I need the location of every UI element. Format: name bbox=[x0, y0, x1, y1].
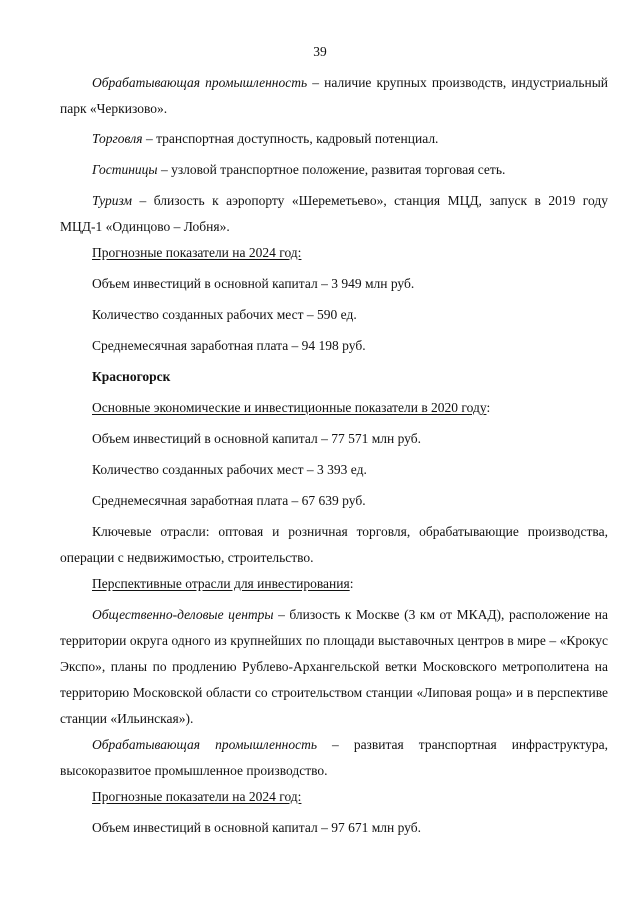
paragraph-text: – близость к аэропорту «Шереметьево», станция МЦД, запуск в 2019 году МЦД-1 «Одинцово – Лобня». bbox=[60, 193, 608, 234]
forecast-2-investments: Объем инвестиций в основной капитал – 97 671 млн руб. bbox=[92, 820, 421, 835]
indicators-heading bbox=[60, 395, 608, 421]
term-manufacturing: Обрабатывающая промышленность bbox=[92, 737, 318, 752]
paragraph-hotels bbox=[60, 157, 608, 183]
city-title: Красногорск bbox=[92, 369, 171, 384]
paragraph-trade bbox=[60, 126, 608, 152]
paragraph-text: – развитая транспортная инфраструктура, высокоразвитое промышленное производство. bbox=[60, 737, 608, 778]
indicators-investments: Объем инвестиций в основной капитал – 77 571 млн руб. bbox=[92, 431, 421, 446]
paragraph-key-sectors: Ключевые отрасли: оптовая и розничная торговля, обрабатывающие производства, операции с недвижимостью, строительство. bbox=[60, 524, 608, 565]
indicators-heading-colon: : bbox=[486, 400, 491, 415]
perspective-heading-colon: : bbox=[349, 576, 354, 591]
paragraph-manufacturing-2 bbox=[60, 732, 608, 784]
perspective-heading-text: Перспективные отрасли для инвестирования bbox=[92, 576, 350, 591]
forecast-investments: Объем инвестиций в основной капитал – 3 949 млн руб. bbox=[92, 276, 415, 291]
term-business-centers: Общественно-деловые центры bbox=[92, 607, 274, 622]
forecast-jobs: Количество созданных рабочих мест – 590 ед. bbox=[92, 307, 357, 322]
forecast-heading-text: Прогнозные показатели на 2024 год: bbox=[92, 245, 302, 260]
page-number: 39 bbox=[313, 44, 327, 59]
indicators-heading-text: Основные экономические и инвестиционные показатели в 2020 году bbox=[92, 400, 487, 415]
forecast-heading-2-text: Прогнозные показатели на 2024 год: bbox=[92, 789, 302, 804]
term-tourism: Туризм bbox=[92, 193, 133, 208]
indicators-salary: Среднемесячная заработная плата – 67 639 руб. bbox=[92, 493, 366, 508]
paragraph-business-centers bbox=[60, 602, 608, 732]
paragraph-text: – наличие крупных производств, индустриальный парк «Черкизово». bbox=[60, 75, 608, 116]
indicators-jobs: Количество созданных рабочих мест – 3 393 ед. bbox=[92, 462, 367, 477]
forecast-heading-2 bbox=[60, 784, 608, 810]
term-trade: Торговля bbox=[92, 131, 143, 146]
paragraph-text: – транспортная доступность, кадровый потенциал. bbox=[142, 131, 439, 146]
paragraph-text: – близость к Москве (3 км от МКАД), расположение на территории округа одного из крупнейших по площади выставочных центров в мире – «Крокус Экспо», планы по продлению Рублево-Архангельской ветки Московского метрополитена на территорию Московской области со строительством станции «Липовая роща» и в перспективе станции «Ильинская»). bbox=[60, 607, 608, 726]
perspective-heading bbox=[60, 571, 608, 597]
paragraph-tourism bbox=[60, 188, 608, 240]
paragraph-text: – узловой транспортное положение, развитая торговая сеть. bbox=[157, 162, 506, 177]
term-hotels: Гостиницы bbox=[92, 162, 158, 177]
forecast-salary: Среднемесячная заработная плата – 94 198 руб. bbox=[92, 338, 366, 353]
paragraph-manufacturing-1 bbox=[60, 70, 608, 122]
term-manufacturing: Обрабатывающая промышленность bbox=[92, 75, 308, 90]
forecast-heading bbox=[60, 240, 608, 266]
